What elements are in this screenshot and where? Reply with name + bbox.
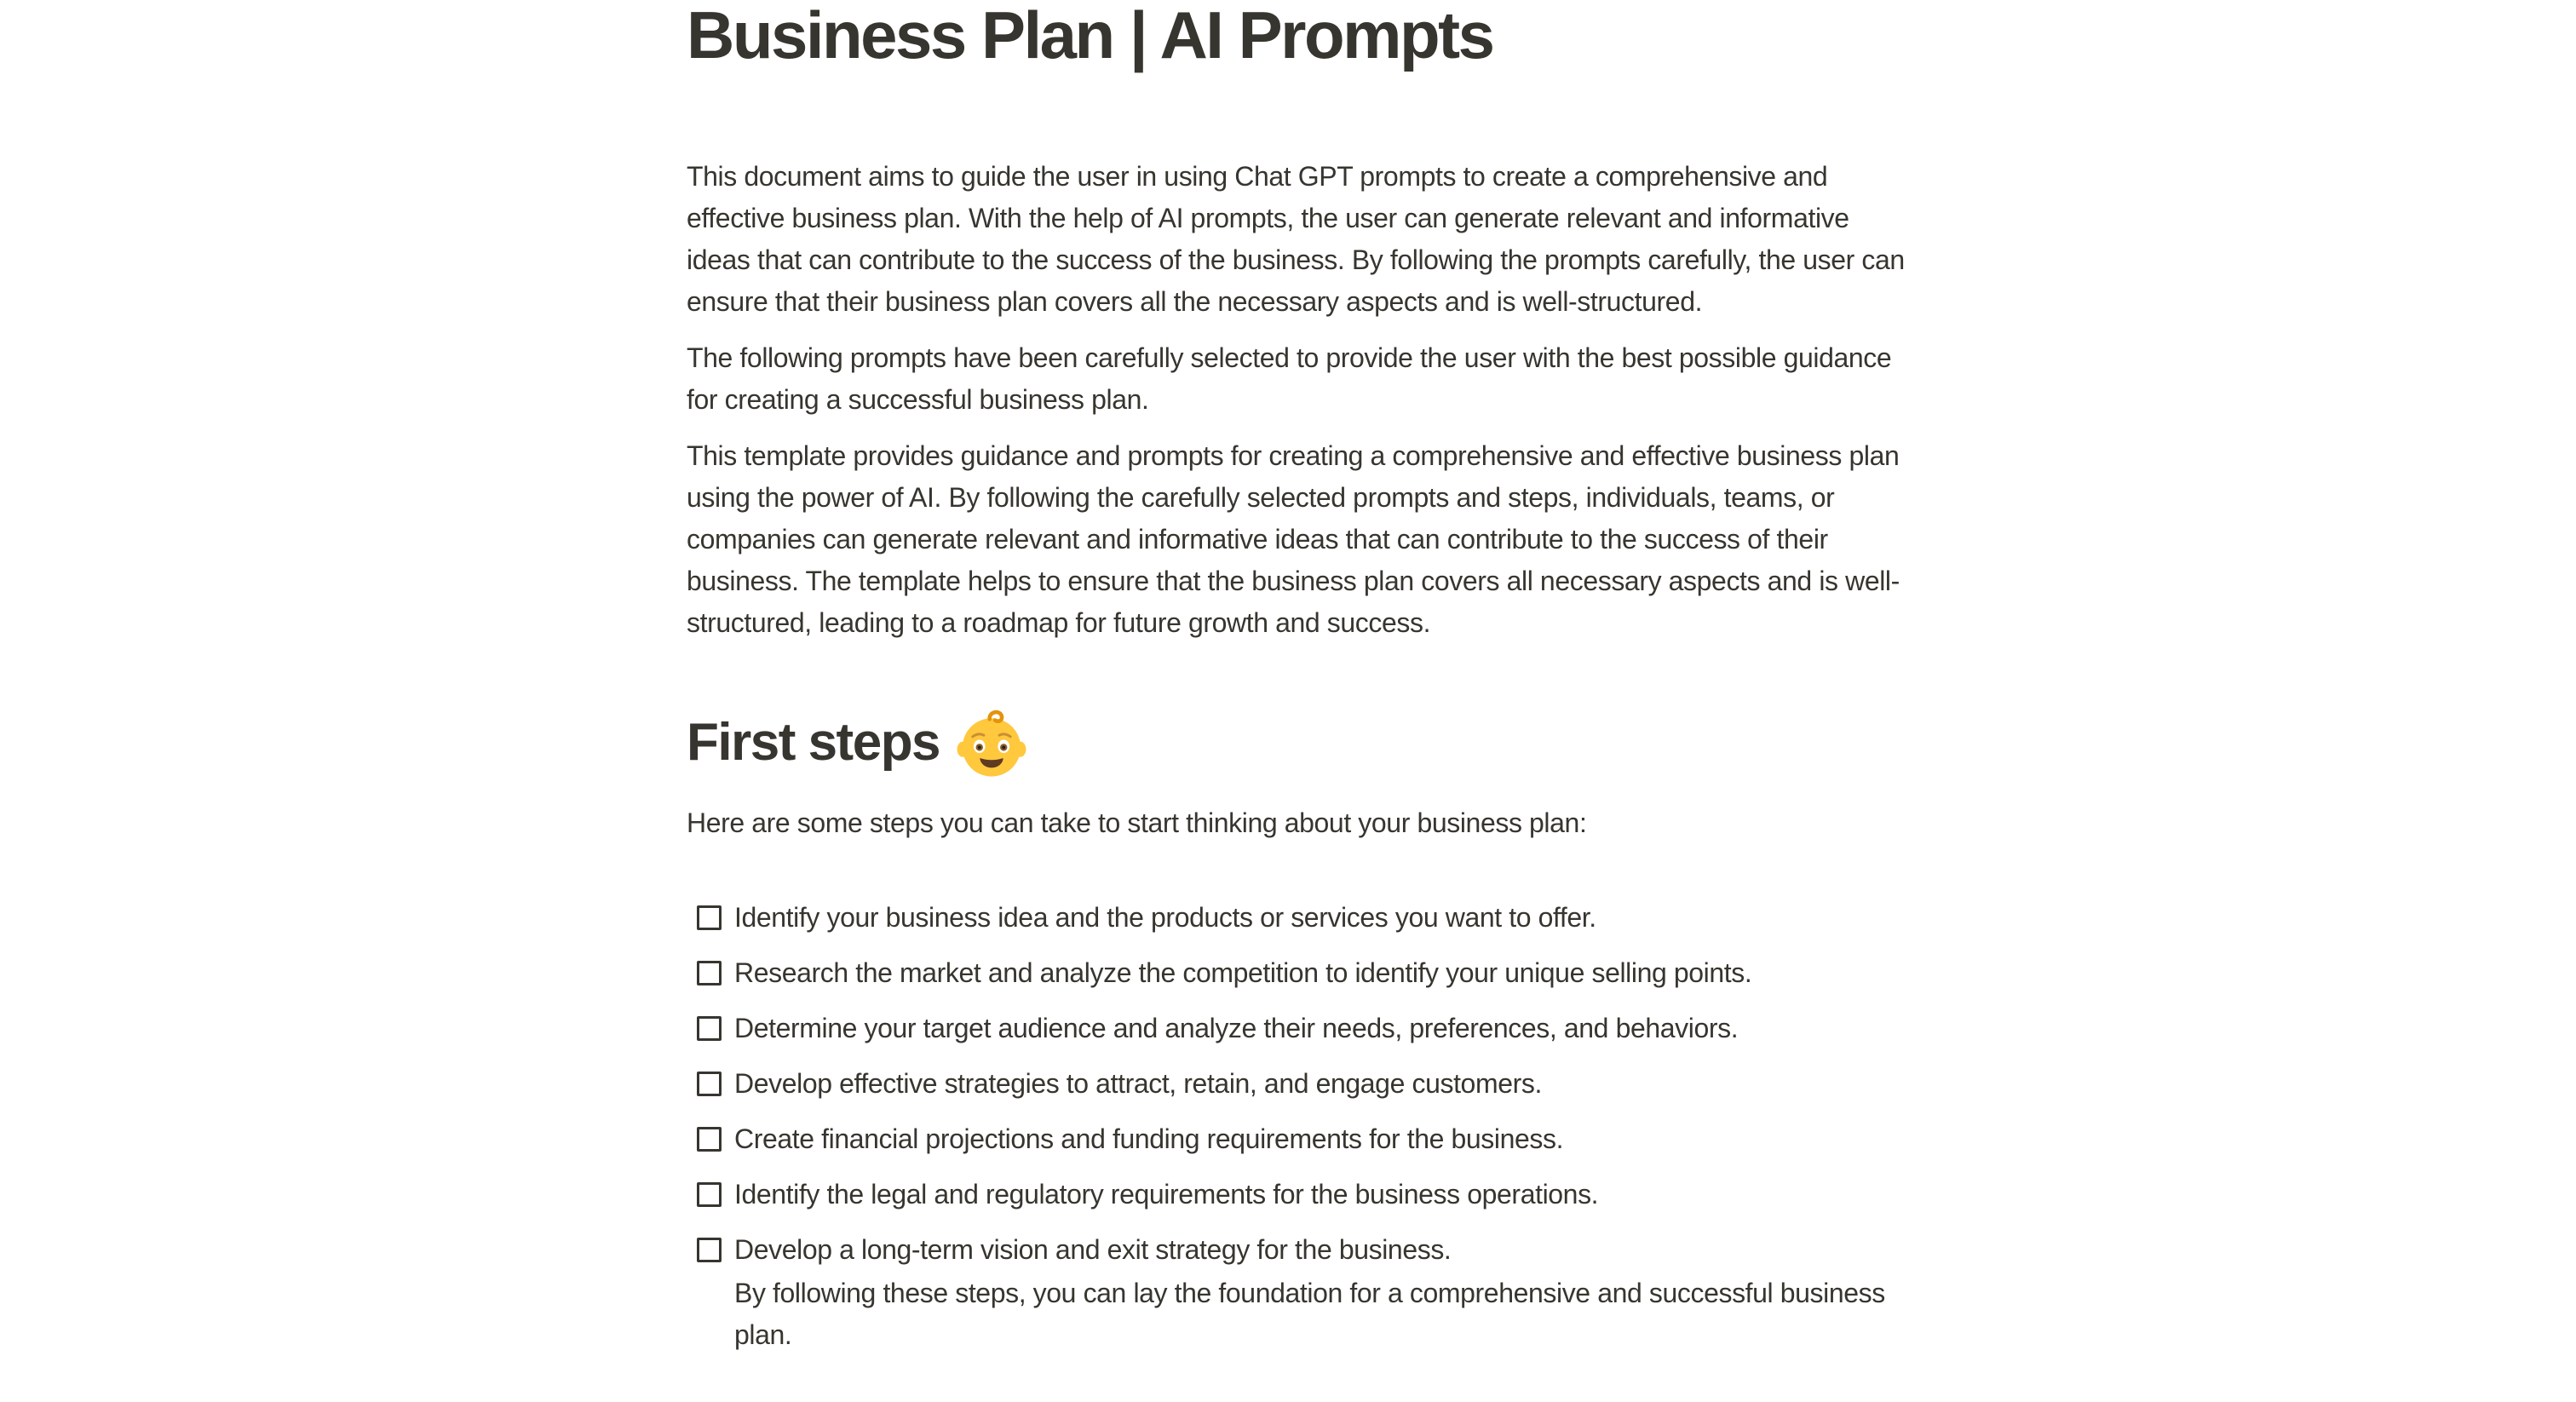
todo-item (687, 1118, 1915, 1160)
todo-checkbox[interactable] (697, 1072, 722, 1096)
todo-item (687, 897, 1915, 939)
section-heading-text: First steps (687, 713, 940, 772)
section-lead: Here are some steps you can take to start thinking about your business plan: (687, 807, 1587, 838)
todo-label: Develop a long-term vision and exit strategy for the business. (734, 1234, 1452, 1265)
todo-checkbox[interactable] (697, 1016, 722, 1041)
todo-list (687, 897, 1915, 1356)
intro-paragraph-3: This template provides guidance and prompts for creating a comprehensive and effective business plan using the power of AI. By following the carefully selected prompts and steps, individuals, teams, or companies can generate relevant and informative ideas that can contribute to the success of their business. The template helps to ensure that the business plan covers all necessary aspects and is well-structured, leading to a roadmap for future growth and success. (687, 440, 1900, 638)
todo-label: Identify your business idea and the products or services you want to offer. (734, 902, 1596, 933)
document-page (687, 0, 1915, 1356)
section-heading (687, 706, 1915, 779)
todo-note: By following these steps, you can lay the foundation for a comprehensive and successful business plan. (734, 1278, 1885, 1350)
todo-item (687, 1174, 1915, 1215)
todo-item (687, 1008, 1915, 1049)
todo-item (687, 952, 1915, 994)
baby-emoji (957, 710, 1026, 779)
page-title: Business Plan | AI Prompts (687, 0, 1493, 72)
todo-checkbox[interactable] (697, 1238, 722, 1262)
todo-label: Determine your target audience and analyze their needs, preferences, and behaviors. (734, 1013, 1739, 1043)
intro-paragraph-1: This document aims to guide the user in using Chat GPT prompts to create a comprehensive and effective business plan. With the help of AI prompts, the user can generate relevant and informative ideas that can contribute to the success of the business. By following the prompts carefully, the user can ensure that their business plan covers all the necessary aspects and is well-structured. (687, 161, 1905, 317)
todo-label: Develop effective strategies to attract, retain, and engage customers. (734, 1068, 1542, 1099)
todo-checkbox[interactable] (697, 1182, 722, 1207)
todo-checkbox[interactable] (697, 1127, 722, 1152)
todo-label: Identify the legal and regulatory requirements for the business operations. (734, 1179, 1599, 1210)
todo-item (687, 1063, 1915, 1105)
todo-checkbox[interactable] (697, 961, 722, 985)
todo-label: Research the market and analyze the competition to identify your unique selling points. (734, 957, 1752, 988)
todo-item (687, 1229, 1915, 1356)
intro-paragraph-2: The following prompts have been carefully selected to provide the user with the best possible guidance for creating a successful business plan. (687, 342, 1892, 415)
todo-label: Create financial projections and funding requirements for the business. (734, 1123, 1564, 1154)
todo-checkbox[interactable] (697, 905, 722, 930)
